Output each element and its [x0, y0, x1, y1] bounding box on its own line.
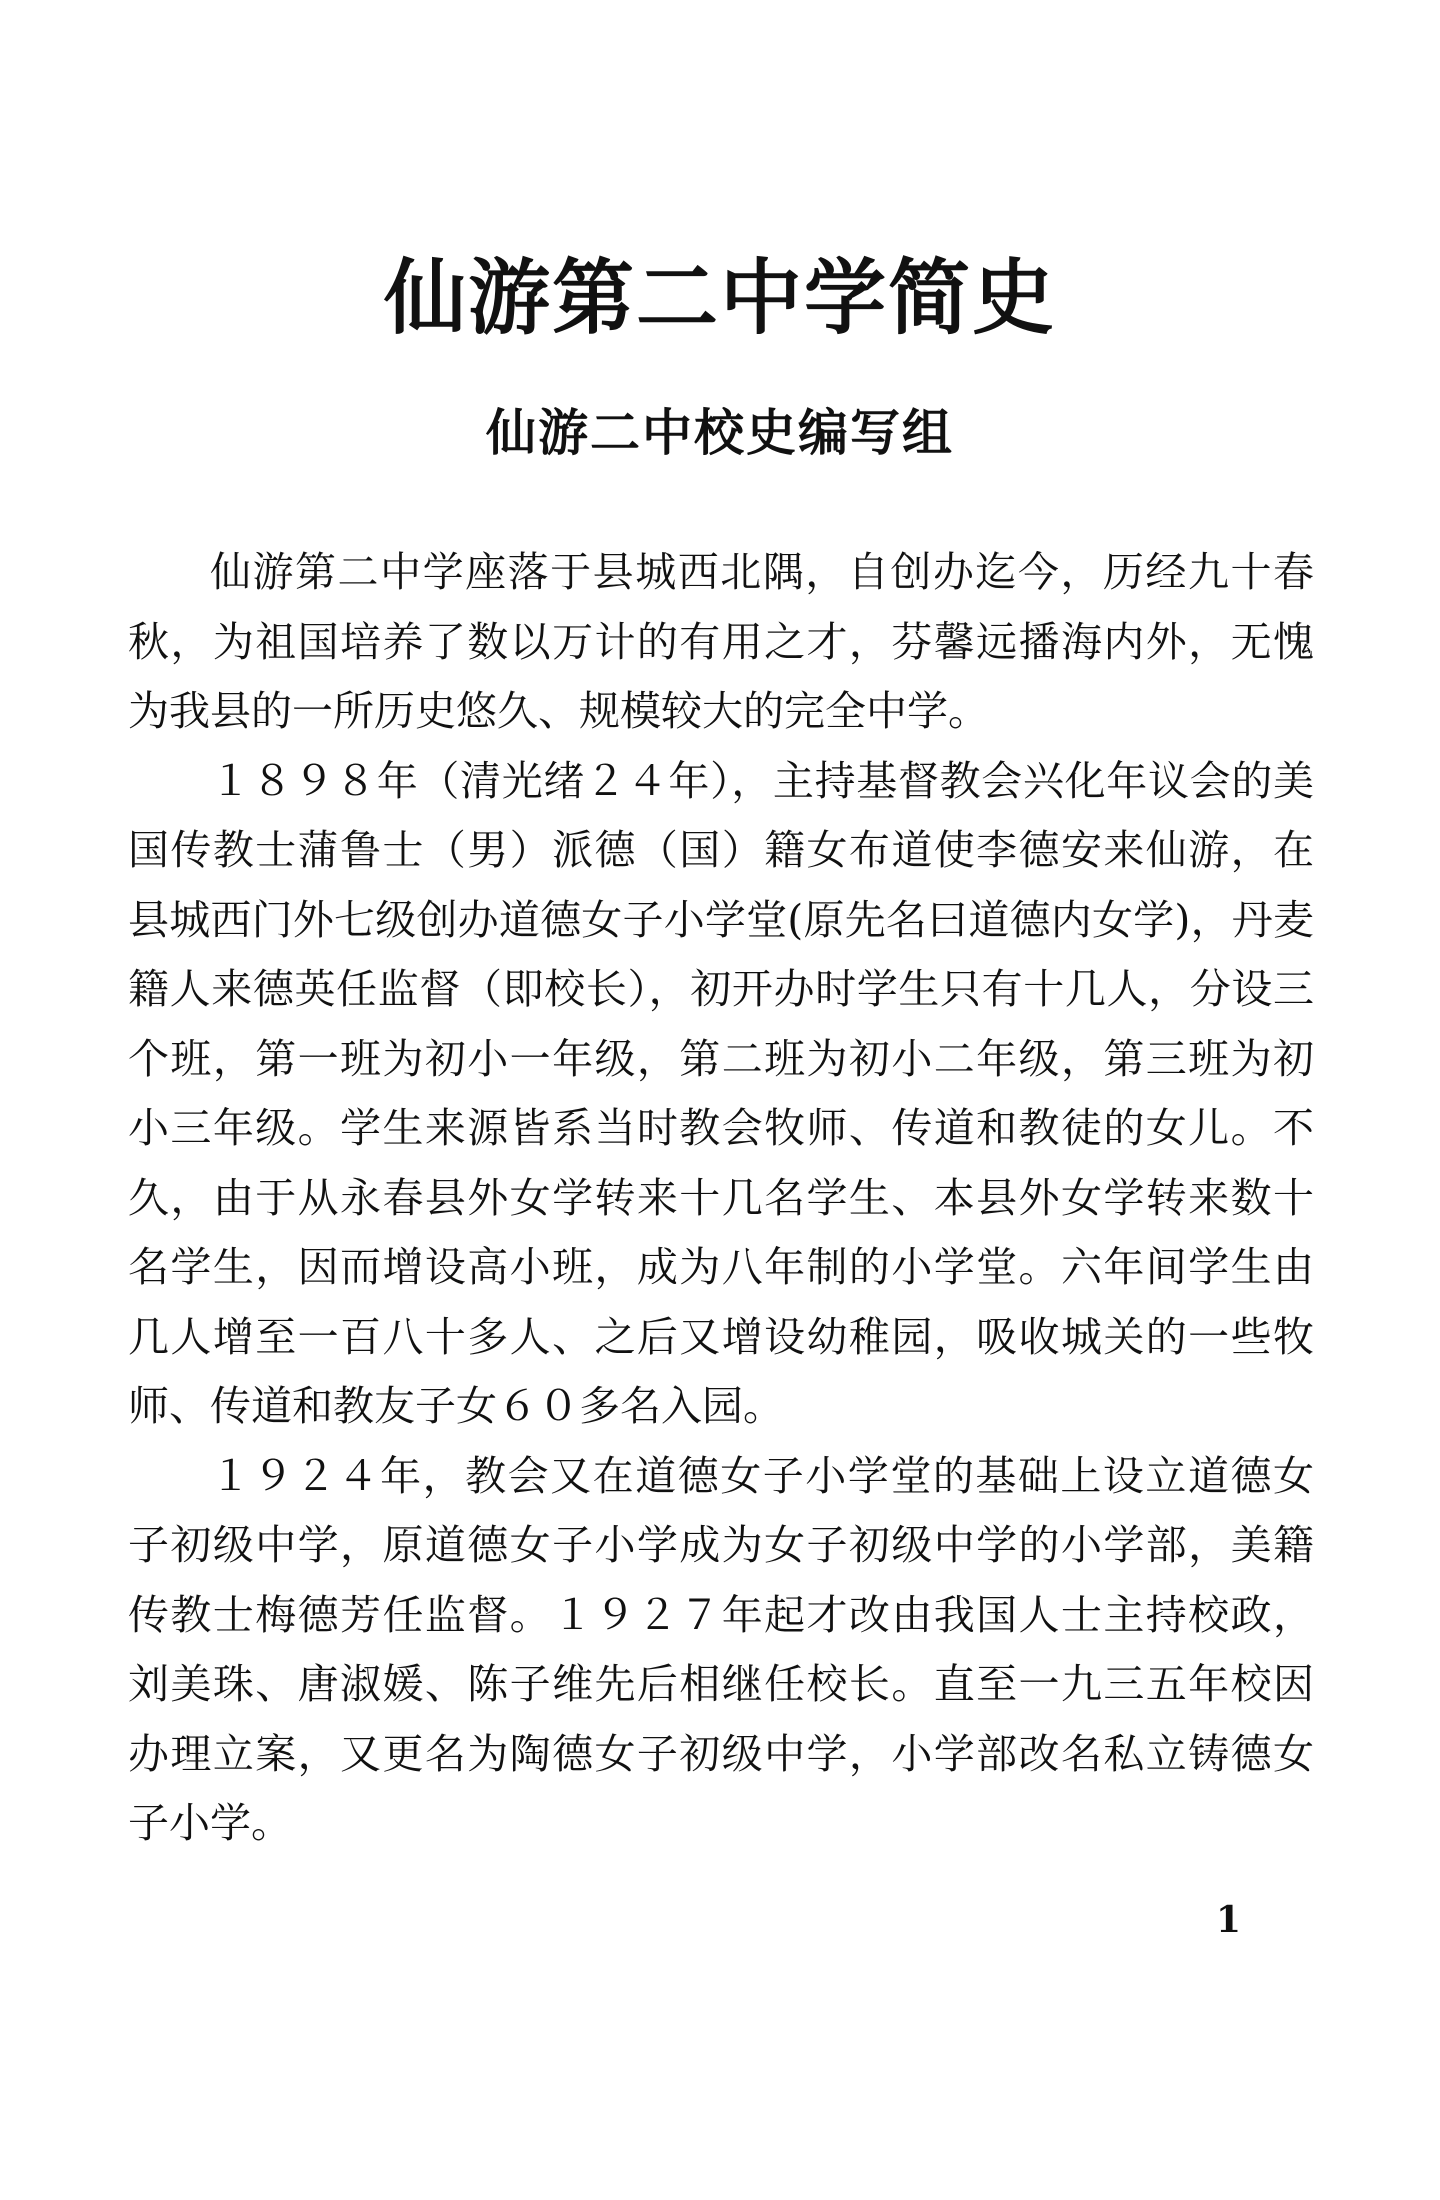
- document-body: [128, 538, 1314, 1859]
- page-number: 1: [1216, 1899, 1242, 1941]
- document-author: 仙游二中校史编写组: [486, 404, 954, 462]
- paragraph-2: １８９８年（清光绪２４年），主持基督教会兴化年议会的美国传教士蒲鲁士（男）派德（国）籍女布道使李德安来仙游，在县城西门外七级创办道德女子小学堂(原先名曰道德内女学)，丹麦籍人来德英任监督（即校长），初开办时学生只有十几人，分设三个班，第一班为初小一年级，第二班为初小二年级，第三班为初小三年级。学生来源皆系当时教会牧师、传道和教徒的女儿。不久，由于从永春县外女学转来十几名学生、本县外女学转来数十名学生，因而增设高小班，成为八年制的小学堂。六年间学生由几人增至一百八十多人、之后又增设幼稚园，吸收城关的一些牧师、传道和教友子女６０多名入园。: [128, 756, 1314, 1430]
- paragraph-1: 仙游第二中学座落于县城西北隅，自创办迄今，历经九十春秋，为祖国培养了数以万计的有用之才，芬馨远播海内外，无愧为我县的一所历史悠久、规模较大的完全中学。: [128, 548, 1314, 735]
- document-title: 仙游第二中学简史: [383, 251, 1056, 346]
- paragraph-3: １９２４年，教会又在道德女子小学堂的基础上设立道德女子初级中学，原道德女子小学成为女子初级中学的小学部，美籍传教士梅德芳任监督。１９２７年起才改由我国人士主持校政，刘美珠、唐淑媛、陈子维先后相继任校长。直至一九三五年校因办理立案，又更名为陶德女子初级中学，小学部改名私立铸德女子小学。: [128, 1451, 1314, 1847]
